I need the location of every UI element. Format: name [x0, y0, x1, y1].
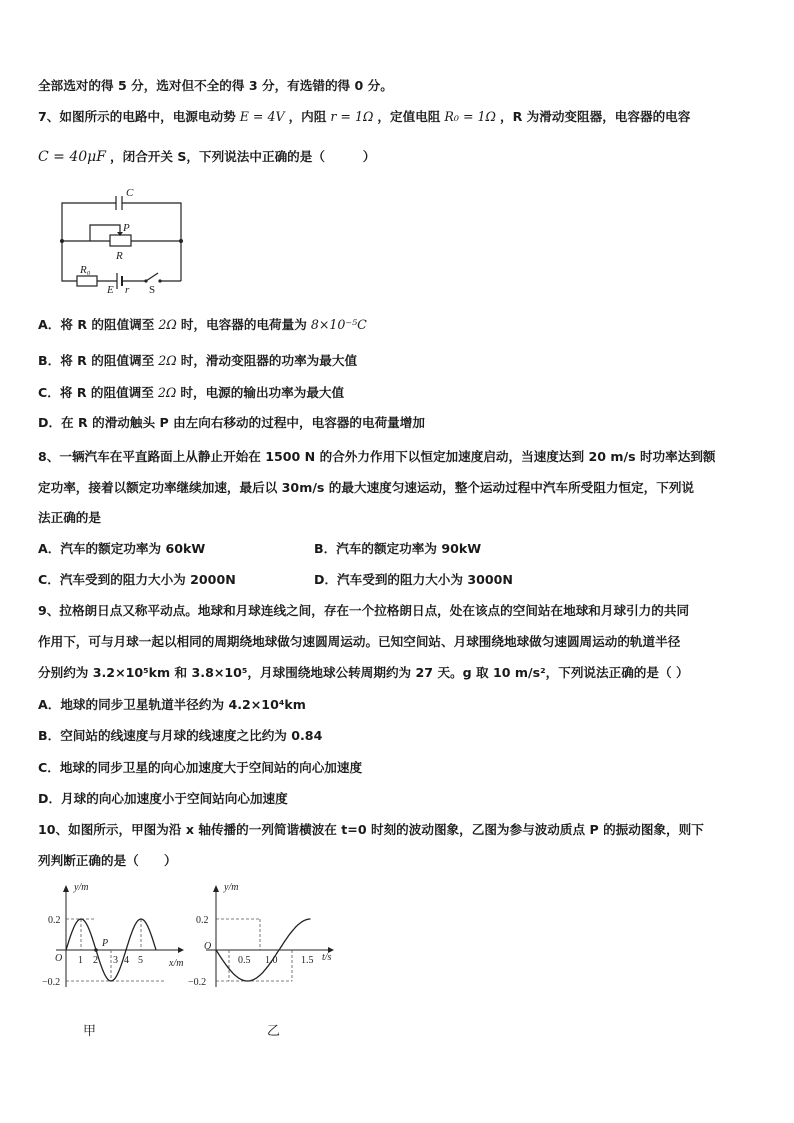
q8-stem-line1: 8、一辆汽车在平直路面上从静止开始在 1500 N 的合外力作用下以恒定加速度启动，当速度达到 20 m/s 时功率达到额 [38, 449, 716, 464]
label-C: C [126, 187, 134, 199]
yi-xtick-15: 1.5 [301, 955, 314, 966]
q8-stem-line2: 定功率，接着以额定功率继续加速，最后以 30m/s 的最大速度匀速运动，整个运动过程中汽车所受阻力恒定，下列说 [38, 480, 695, 495]
jia-xtick-4: 4 [124, 955, 129, 966]
junction-right [179, 239, 183, 243]
section-note: 全部选对的得 5 分，选对但不全的得 3 分，有选错的得 0 分。 [38, 78, 393, 93]
caption-jia: 甲 [83, 1024, 97, 1039]
jia-x-label: x/m [169, 958, 184, 969]
q7-option-c: C．将 R 的阻值调至 2Ω 时，电源的输出功率为最大值 [38, 385, 345, 400]
jia-xtick-1: 1 [78, 955, 83, 966]
q8-stem-line3: 法正确的是 [38, 510, 101, 525]
jia-origin: O [55, 953, 63, 964]
label-S: S [149, 284, 156, 295]
circuit-diagram [50, 185, 190, 295]
q8-option-d: D．汽车受到的阻力大小为 3000N [314, 572, 513, 587]
q7-option-d: D．在 R 的滑动触头 P 由左向右移动的过程中，电容器的电荷量增加 [38, 415, 425, 430]
wire-top-left [62, 203, 116, 241]
wave-graph-jia [38, 882, 190, 994]
jia-xtick-3: 3 [113, 955, 118, 966]
jia-ytick-pos: 0.2 [48, 915, 61, 926]
wire-bottom-left [62, 241, 77, 281]
q9-option-a: A．地球的同步卫星轨道半径约为 4.2×10⁴km [38, 697, 306, 712]
label-R: R [116, 250, 123, 262]
q9-option-c: C．地球的同步卫星的向心加速度大于空间站的向心加速度 [38, 760, 363, 775]
rheostat-body [110, 235, 131, 246]
q8-option-b: B．汽车的额定功率为 90kW [314, 541, 482, 556]
yi-origin: O [204, 941, 212, 952]
jia-P-label: P [102, 938, 109, 949]
yi-ytick-pos: 0.2 [196, 915, 209, 926]
jia-y-label: y/m [74, 882, 89, 893]
label-r: r [125, 284, 130, 295]
junction-left [60, 239, 64, 243]
q7-stem-line2: C = 40μF ，闭合开关 S，下列说法中正确的是（ ） [38, 149, 376, 165]
label-P: P [123, 222, 130, 234]
switch-contact-b [158, 279, 161, 282]
switch-contact-a [144, 279, 147, 282]
internal-resistance-expression: r = 1Ω [330, 109, 374, 124]
fixed-resistor-expression: R₀ = 1Ω [444, 109, 496, 124]
q9-stem-line1: 9、拉格朗日点又称平动点。地球和月球连线之间，存在一个拉格朗日点，处在该点的空间站在地球和月球引力的共同 [38, 603, 690, 618]
emf-expression: E = 4V [239, 109, 285, 124]
q7-option-b: B．将 R 的阻值调至 2Ω 时，滑动变阻器的功率为最大值 [38, 353, 358, 368]
jia-point-P [94, 948, 98, 952]
jia-x-arrow [178, 947, 184, 953]
yi-y-label: y/m [224, 882, 239, 893]
yi-y-arrow [213, 885, 219, 892]
yi-ytick-neg: −0.2 [188, 977, 207, 988]
q9-option-d: D．月球的向心加速度小于空间站向心加速度 [38, 791, 288, 806]
yi-xtick-10: 1.0 [265, 955, 278, 966]
vibration-graph-yi [186, 882, 346, 994]
q9-option-b: B．空间站的线速度与月球的线速度之比约为 0.84 [38, 728, 323, 743]
jia-xtick-2: 2 [93, 955, 98, 966]
q8-option-a: A．汽车的额定功率为 60kW [38, 541, 206, 556]
q7-option-a: A．将 R 的阻值调至 2Ω 时，电容器的电荷量为 8×10⁻⁵C [38, 317, 367, 332]
q7-stem-line1: 7、如图所示的电路中，电源电动势 E = 4V ，内阻 r = 1Ω ，定值电阻 R₀ = 1Ω ，R 为滑动变阻器，电容器的电容 [38, 109, 691, 124]
capacitance-expression: C = 40μF [38, 149, 106, 165]
jia-ytick-neg: −0.2 [42, 977, 61, 988]
jia-y-arrow [63, 885, 69, 892]
q9-stem-line2: 作用下，可与月球一起以相同的周期绕地球做匀速圆周运动。已知空间站、月球围绕地球做匀速圆周运动的轨道半径 [38, 634, 681, 649]
q10-stem-line2: 列判断正确的是（ ） [38, 853, 177, 868]
yi-x-label: t/s [322, 952, 332, 963]
switch-blade [146, 273, 158, 281]
label-E: E [107, 284, 114, 295]
label-R0: R₀ [80, 264, 91, 276]
jia-xtick-5: 5 [138, 955, 143, 966]
q9-stem-line3: 分别约为 3.2×10⁵km 和 3.8×10⁵，月球围绕地球公转周期约为 27 天。g 取 10 m/s²，下列说法正确的是（ ） [38, 665, 689, 680]
caption-yi: 乙 [267, 1024, 281, 1039]
q10-stem-line1: 10、如图所示，甲图为沿 x 轴传播的一列简谐横波在 t=0 时刻的波动图象，乙图为参与波动质点 P 的振动图象，则下 [38, 822, 704, 837]
yi-xtick-05: 0.5 [238, 955, 251, 966]
resistor-r0 [77, 276, 97, 286]
slider-wire [90, 225, 120, 241]
q8-option-c: C．汽车受到的阻力大小为 2000N [38, 572, 236, 587]
